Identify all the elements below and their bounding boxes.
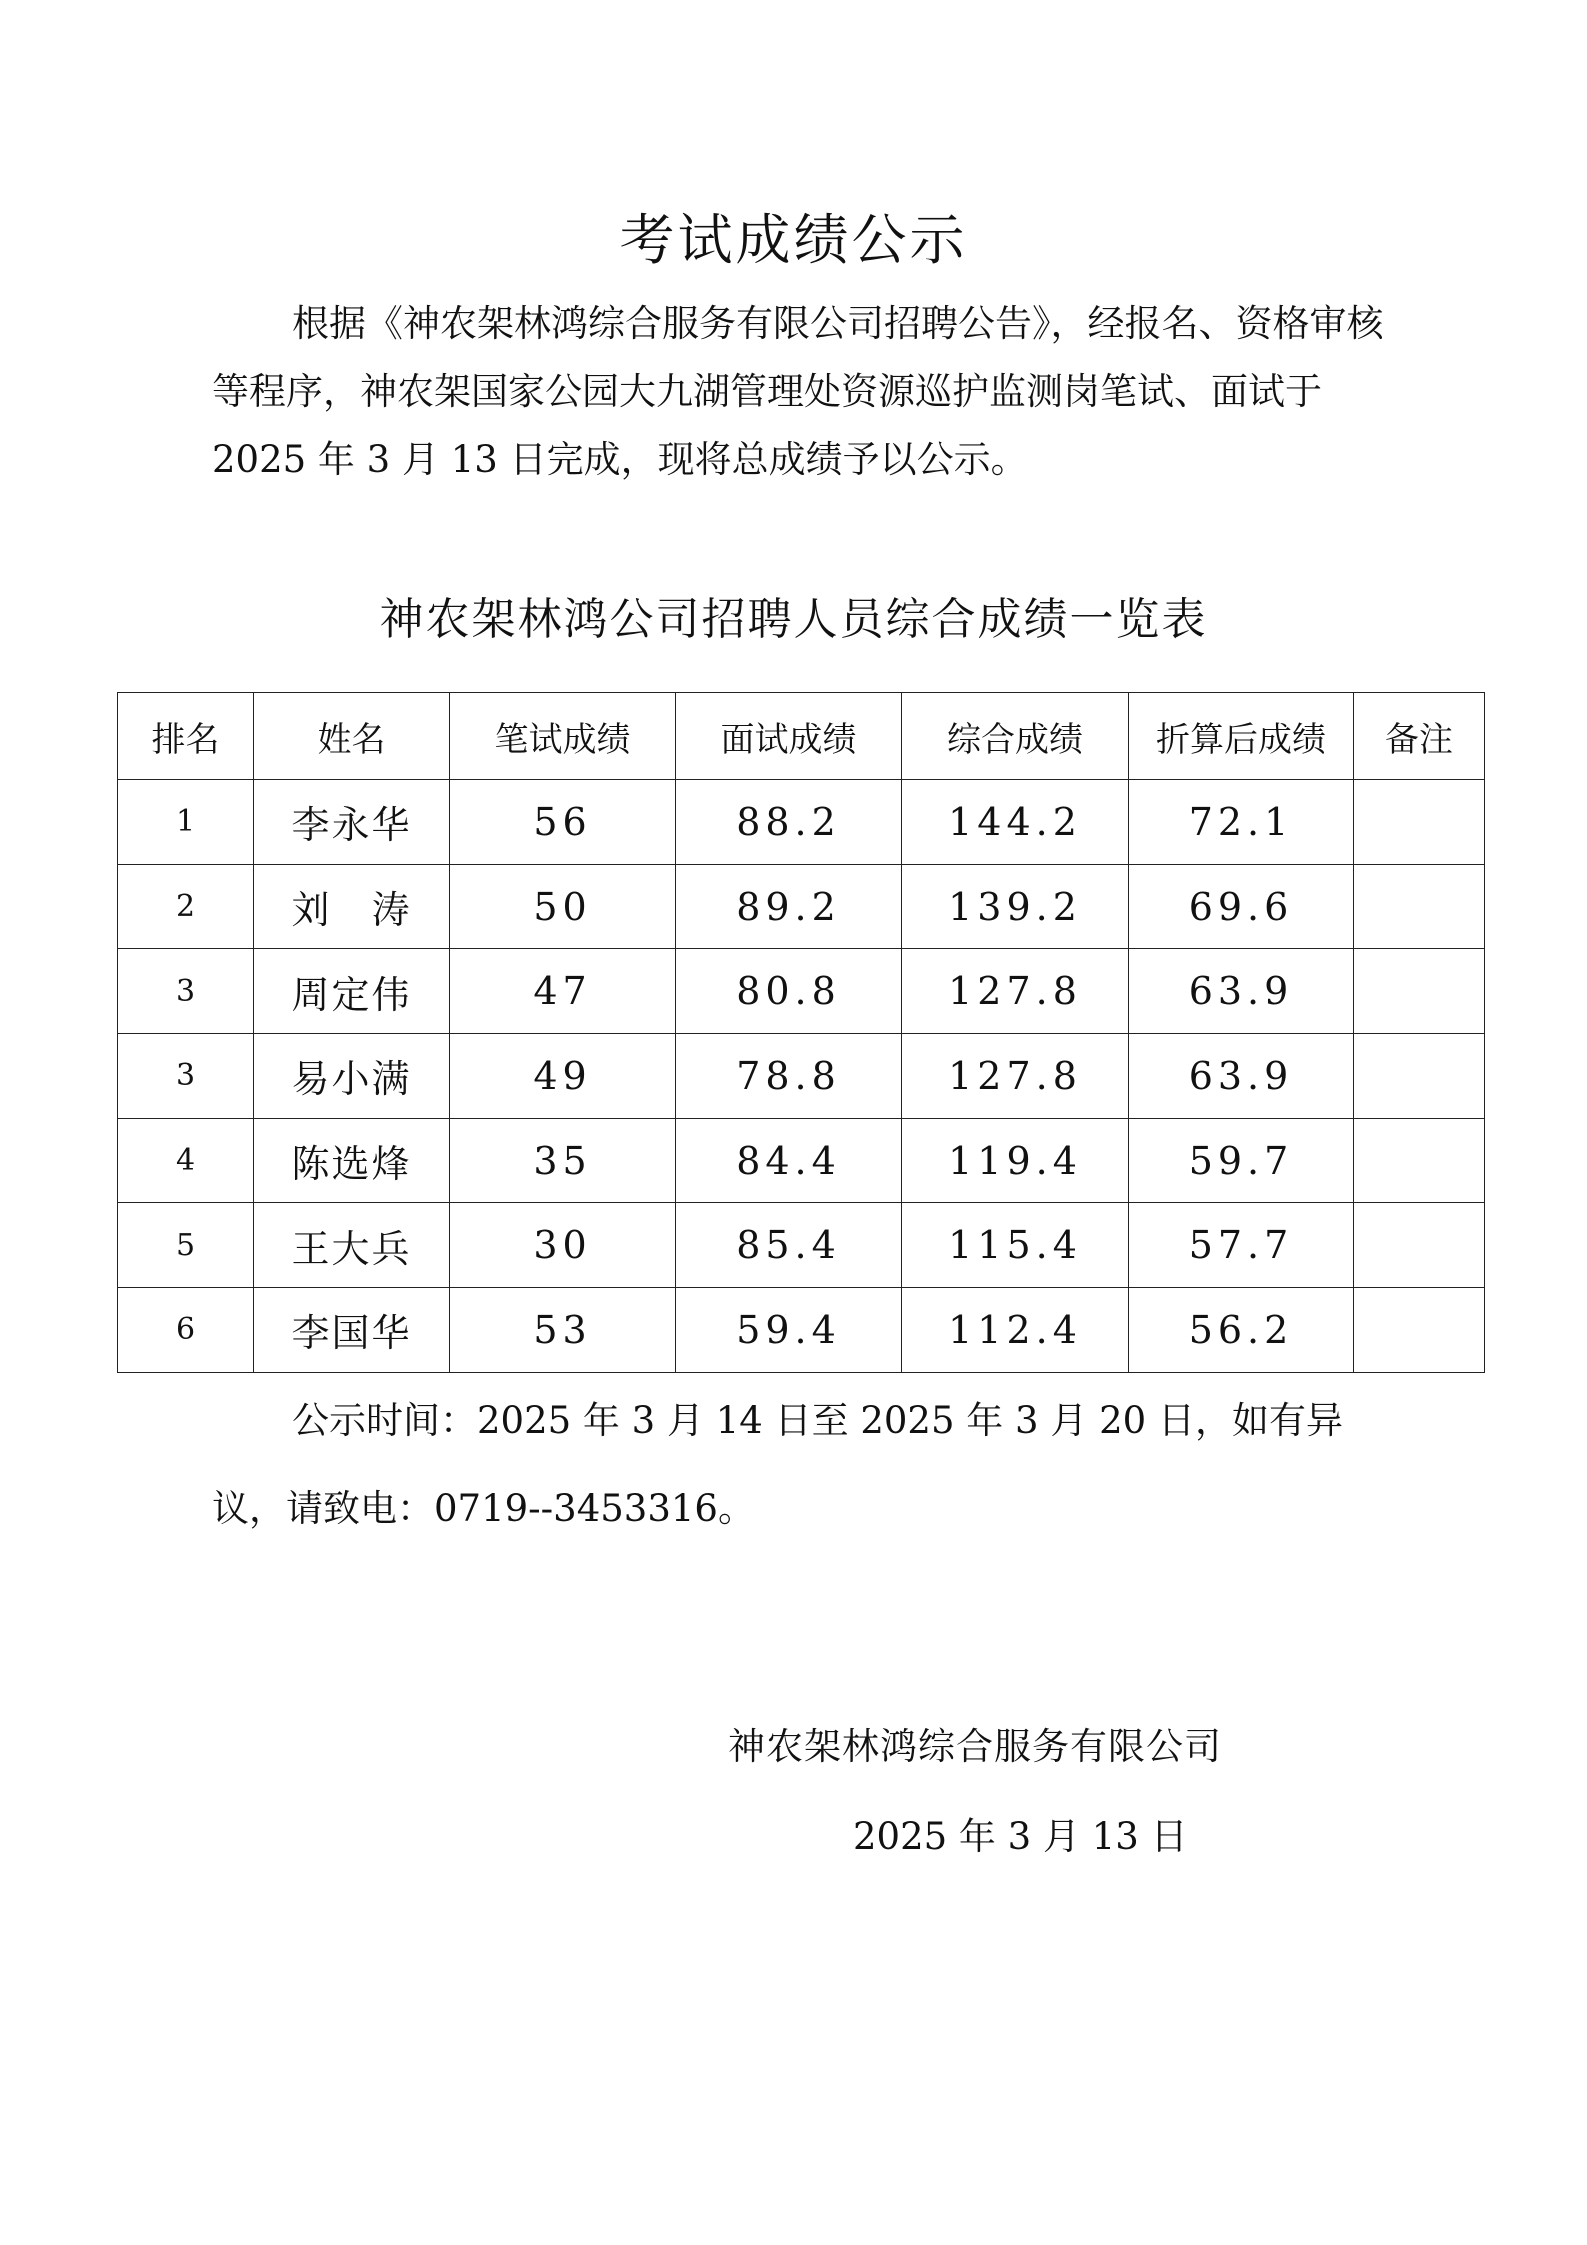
cell-interview-score: 84.4 bbox=[676, 1118, 902, 1203]
table-header-row bbox=[118, 693, 1485, 780]
cell-converted-score: 63.9 bbox=[1129, 1034, 1354, 1119]
header-written-score: 笔试成绩 bbox=[450, 693, 676, 780]
cell-rank: 1 bbox=[118, 780, 254, 865]
header-note: 备注 bbox=[1354, 693, 1485, 780]
cell-total-score: 144.2 bbox=[902, 780, 1129, 865]
table-row bbox=[118, 1288, 1485, 1373]
cell-converted-score: 69.6 bbox=[1129, 864, 1354, 949]
cell-interview-score: 88.2 bbox=[676, 780, 902, 865]
cell-converted-score: 57.7 bbox=[1129, 1203, 1354, 1288]
table-row bbox=[118, 1118, 1485, 1203]
cell-name: 周定伟 bbox=[254, 949, 450, 1034]
cell-written-score: 53 bbox=[450, 1288, 676, 1373]
table-row bbox=[118, 780, 1485, 865]
table-row bbox=[118, 864, 1485, 949]
cell-total-score: 115.4 bbox=[902, 1203, 1129, 1288]
document-title: 考试成绩公示 bbox=[619, 208, 968, 272]
cell-converted-score: 72.1 bbox=[1129, 780, 1354, 865]
cell-written-score: 49 bbox=[450, 1034, 676, 1119]
cell-written-score: 47 bbox=[450, 949, 676, 1034]
cell-name: 陈选烽 bbox=[254, 1118, 450, 1203]
cell-rank: 2 bbox=[118, 864, 254, 949]
table-row bbox=[118, 1034, 1485, 1119]
cell-interview-score: 85.4 bbox=[676, 1203, 902, 1288]
cell-rank: 4 bbox=[118, 1118, 254, 1203]
signature-date: 2025 年 3 月 13 日 bbox=[853, 1815, 1188, 1858]
cell-total-score: 119.4 bbox=[902, 1118, 1129, 1203]
table-row bbox=[118, 949, 1485, 1034]
cell-interview-score: 59.4 bbox=[676, 1288, 902, 1373]
cell-converted-score: 59.7 bbox=[1129, 1118, 1354, 1203]
cell-note bbox=[1354, 1288, 1485, 1373]
cell-converted-score: 63.9 bbox=[1129, 949, 1354, 1034]
cell-interview-score: 78.8 bbox=[676, 1034, 902, 1119]
header-interview-score: 面试成绩 bbox=[676, 693, 902, 780]
cell-note bbox=[1354, 1034, 1485, 1119]
cell-total-score: 139.2 bbox=[902, 864, 1129, 949]
cell-rank: 3 bbox=[118, 1034, 254, 1119]
cell-rank: 6 bbox=[118, 1288, 254, 1373]
cell-total-score: 112.4 bbox=[902, 1288, 1129, 1373]
header-converted-score: 折算后成绩 bbox=[1129, 693, 1354, 780]
cell-written-score: 35 bbox=[450, 1118, 676, 1203]
cell-interview-score: 89.2 bbox=[676, 864, 902, 949]
cell-total-score: 127.8 bbox=[902, 1034, 1129, 1119]
company-signature: 神农架林鸿综合服务有限公司 bbox=[728, 1725, 1222, 1768]
cell-note bbox=[1354, 949, 1485, 1034]
cell-written-score: 56 bbox=[450, 780, 676, 865]
cell-name: 易小满 bbox=[254, 1034, 450, 1119]
cell-name: 李永华 bbox=[254, 780, 450, 865]
cell-note bbox=[1354, 1118, 1485, 1203]
cell-note bbox=[1354, 1203, 1485, 1288]
cell-total-score: 127.8 bbox=[902, 949, 1129, 1034]
table-title: 神农架林鸿公司招聘人员综合成绩一览表 bbox=[379, 594, 1208, 645]
header-total-score: 综合成绩 bbox=[902, 693, 1129, 780]
cell-written-score: 50 bbox=[450, 864, 676, 949]
cell-name: 王大兵 bbox=[254, 1203, 450, 1288]
cell-name: 李国华 bbox=[254, 1288, 450, 1373]
cell-note bbox=[1354, 780, 1485, 865]
notice-paragraph: 公示时间：2025 年 3 月 14 日至 2025 年 3 月 20 日，如有异议，请致电：0719--3453316。 bbox=[212, 1399, 1343, 1530]
intro-paragraph: 根据《神农架林鸿综合服务有限公司招聘公告》，经报名、资格审核等程序，神农架国家公园大九湖管理处资源巡护监测岗笔试、面试于 2025 年 3 月 13 日完成，现将总成绩予以公示。 bbox=[212, 302, 1384, 481]
cell-note bbox=[1354, 864, 1485, 949]
cell-rank: 3 bbox=[118, 949, 254, 1034]
cell-written-score: 30 bbox=[450, 1203, 676, 1288]
scores-table bbox=[117, 692, 1485, 1373]
cell-interview-score: 80.8 bbox=[676, 949, 902, 1034]
cell-converted-score: 56.2 bbox=[1129, 1288, 1354, 1373]
cell-rank: 5 bbox=[118, 1203, 254, 1288]
header-name: 姓名 bbox=[254, 693, 450, 780]
table-row bbox=[118, 1203, 1485, 1288]
header-rank: 排名 bbox=[118, 693, 254, 780]
cell-name: 刘 涛 bbox=[254, 864, 450, 949]
